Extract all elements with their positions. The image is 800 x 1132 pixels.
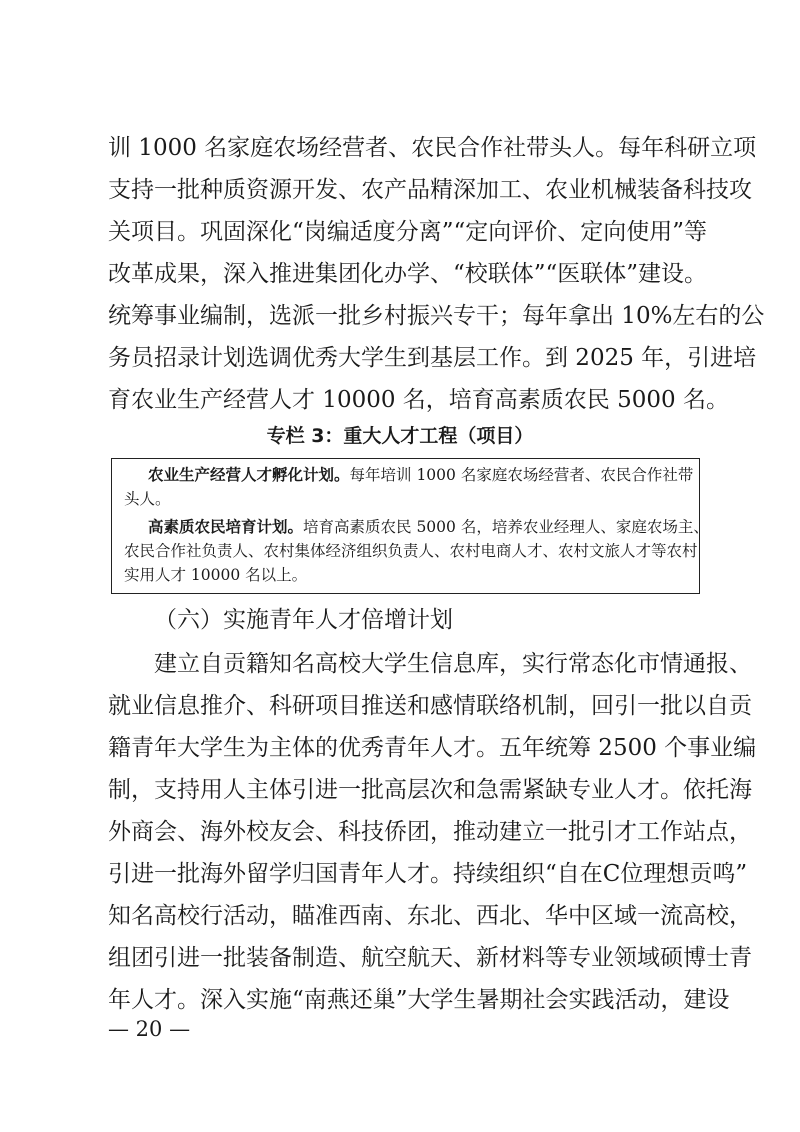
column-item-line: 实用人才 10000 名以上。 xyxy=(124,566,308,584)
body-line: 务员招录计划选调优秀大学生到基层工作。到 2025 年，引进培 xyxy=(108,345,757,371)
body-line: 年人才。深入实施“南燕还巢”大学生暑期社会实践活动，建设 xyxy=(108,987,730,1013)
column-item-line xyxy=(148,463,694,487)
body-line: 组团引进一批装备制造、航空航天、新材料等专业领域硕博士青 xyxy=(108,945,752,971)
body-line: 知名高校行活动，瞄准西南、东北、西北、华中区域一流高校， xyxy=(108,903,752,929)
body-line: 统筹事业编制，选派一批乡村振兴专干；每年拿出 10%左右的公 xyxy=(108,303,765,329)
body-line: 训 1000 名家庭农场经营者、农民合作社带头人。每年科研立项 xyxy=(108,135,757,161)
column-title: 专栏 3：重大人才工程（项目） xyxy=(266,425,534,447)
column-box xyxy=(111,458,709,594)
body-line: 籍青年大学生为主体的优秀青年人才。五年统筹 2500 个事业编 xyxy=(108,735,757,761)
column-item-line: 头人。 xyxy=(124,490,171,508)
column-item-line xyxy=(148,515,709,539)
body-line: 关项目。巩固深化“岗编适度分离”“定向评价、定向使用”等 xyxy=(108,219,708,245)
column-item-line: 农民合作社负责人、农村集体经济组织负责人、农村电商人才、农村文旅人才等农村 xyxy=(124,542,698,560)
body-line: 育农业生产经营人才 10000 名，培育高素质农民 5000 名。 xyxy=(108,387,729,413)
column-item-text: 每年培训 1000 名家庭农场经营者、农民合作社带 xyxy=(349,466,694,484)
page-number: — 20 — xyxy=(108,1017,191,1041)
body-line: 外商会、海外校友会、科技侨团，推动建立一批引才工作站点， xyxy=(108,819,752,845)
column-item-text: 培育高素质农民 5000 名，培养农业经理人、家庭农场主、 xyxy=(303,518,709,536)
column-item-name: 高素质农民培育计划。 xyxy=(148,518,304,536)
body-line: 支持一批种质资源开发、农产品精深加工、农业机械装备科技攻 xyxy=(108,177,752,203)
body-line: 建立自贡籍知名高校大学生信息库，实行常态化市情通报、 xyxy=(154,651,752,677)
body-line: 改革成果，深入推进集团化办学、“校联体”“医联体”建设。 xyxy=(108,261,708,287)
column-item-name: 农业生产经营人才孵化计划。 xyxy=(148,466,350,484)
body-line: 就业信息推介、科研项目推送和感情联络机制，回引一批以自贡 xyxy=(108,693,752,719)
section-heading: （六）实施青年人才倍增计划 xyxy=(154,607,453,633)
body-line: 引进一批海外留学归国青年人才。持续组织“自在C位理想贡鸣” xyxy=(108,861,748,887)
body-line: 制，支持用人主体引进一批高层次和急需紧缺专业人才。依托海 xyxy=(108,777,752,803)
